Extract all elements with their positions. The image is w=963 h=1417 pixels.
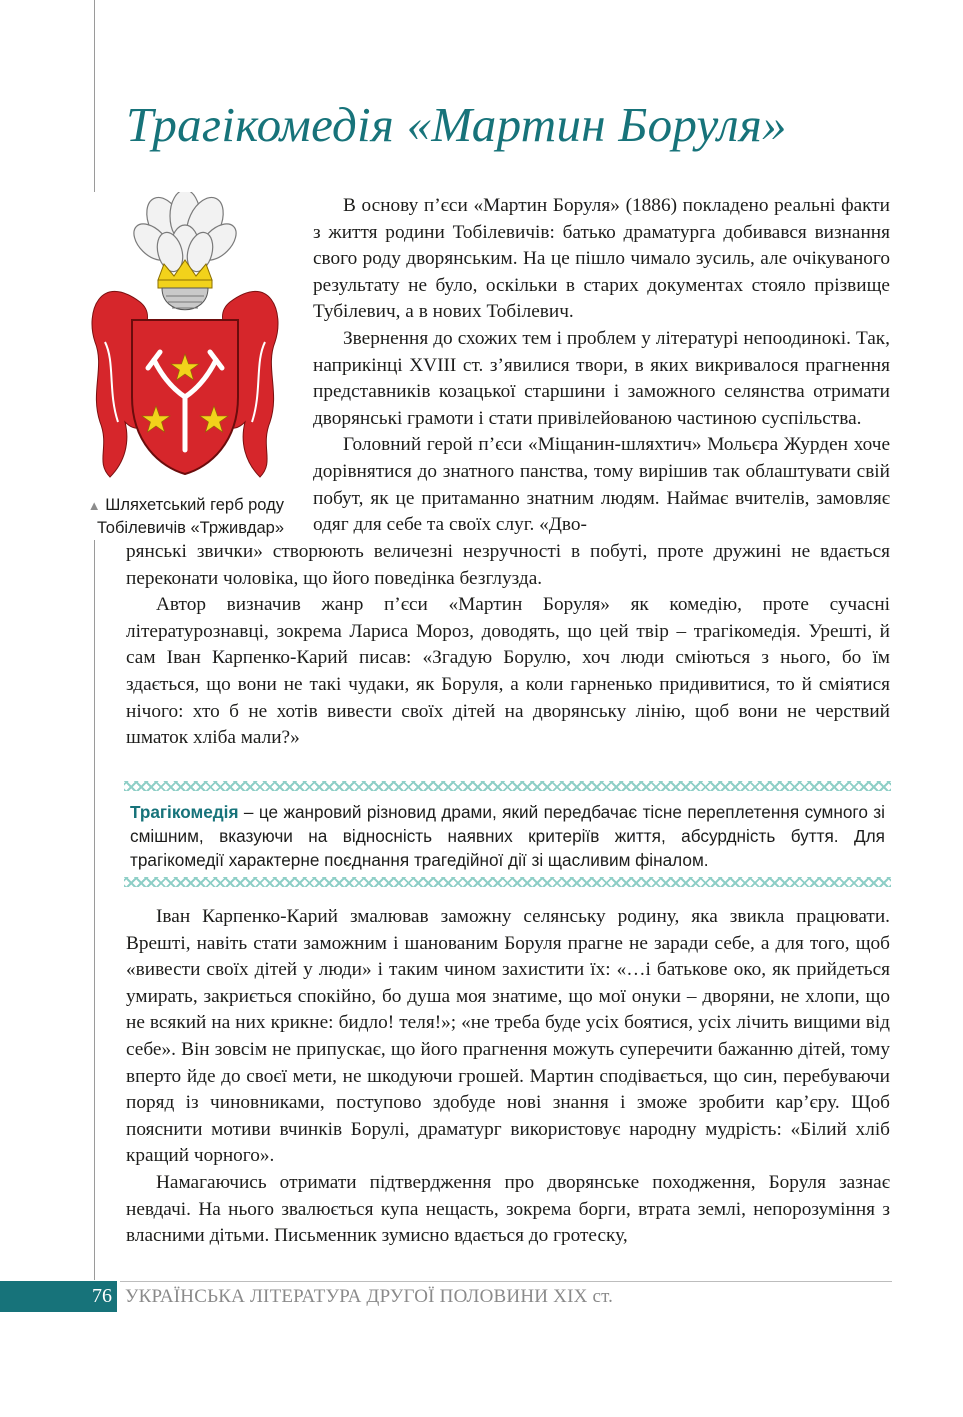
text-full-width (126, 539, 890, 752)
ornament-border-bottom (124, 877, 891, 887)
paragraph: Іван Карпенко-Карий змалював заможну селянську родину, яка звикла працювати. Врешті, навіть стати заможним і шанованим Боруля прагне не заради себе, а для того, щоб «вивести своїх дітей у люди» і таким чином захистити їх: «…і батькове око, як прийдеться умирать, закриється спокійно, бо душа моя знатиме, що мої онуки – дворяни, не хлопи, що не всякий на них крикне: бидло! теля!»; «не треба буде усіх боятися, усіх лічить вищими від себе». Він зовсім не припускає, що його прагнення можуть суперечити бажанню дітей, тому вперто йде до своєї мети, не шкодуючи грошей. Мартин сподівається, що син, перебуваючи поряд із чиновниками, поступово здобуде нові знання і зможе зробити кар’єру. Щоб пояснити мотиви вчинків Борулі, драматург використовує народну мудрість: «Білий хліб кращий чорного». (126, 906, 890, 1167)
helmet (162, 288, 208, 310)
margin-rule-top (94, 0, 95, 192)
definition-text: – це жанровий різновид драми, який передбачає тісне переплетення сумного зі смішним, вказуючи на відносність наявних критеріїв життя, абсурдність буття. Для трагікомедії характерне поєднання трагедійної дії зі щасливим фіналом. (130, 802, 885, 870)
margin-rule-bottom (94, 540, 95, 1280)
paragraph: Звернення до схожих тем і проблем у літературі непоодинокі. Так, наприкінці XVIII ст. з’явилися твори, в яких викривалося прагнення представників козацької старшини і заможного селянства отримати дворянські грамоти і стати привілейованою частиною суспільства. (313, 327, 890, 429)
paragraph: Намагаючись отримати підтвердження про дворянське походження, Боруля зазнає невдачі. На нього звалюється купа нещасть, зокрема борги, втрата землі, непорозуміння з власними дітьми. Письменник зумисно вдається до гротеску, (126, 1171, 890, 1247)
paragraph: рянські звички» створюють величезні незручності в побуті, проте дружині не вдається переконати чоловіка, що його поведінка безглузда. (126, 541, 890, 589)
running-title: УКРАЇНСЬКА ЛІТЕРАТУРА ДРУГОЇ ПОЛОВИНИ XIX ст. (125, 1286, 614, 1307)
text-beside-image (313, 193, 890, 539)
paragraph: В основу п’єси «Мартин Боруля» (1886) покладено реальні факти з життя родини Тобілевичів: батько драматурга добивався визнання свого роду дворянським. На це пішло чимало зусиль, але очікуваного результату не було, оскільки в старих документах стояло прізвище Тубілевич, а в нових Тобілевич. (313, 195, 890, 323)
page-title: Трагікомедія «Мартин Боруля» (126, 97, 787, 152)
footer-rule (120, 1281, 892, 1282)
page-number: 76 (0, 1281, 117, 1312)
coat-of-arms-image (80, 192, 290, 484)
definition-box (130, 800, 885, 872)
definition-term: Трагікомедія (130, 802, 239, 822)
paragraph: Автор визначив жанр п’єси «Мартин Боруля» як комедію, проте сучасні літературознавці, зокрема Лариса Мороз, доводять, що цей твір – трагікомедія. Урешті, й сам Іван Карпенко-Карий писав: «Згадую Борулю, хоч люди сміються з нього, бо їм здається, що вони не такі чудаки, як Боруля, а коли гарненько придивитися, то й сміятися нічого: хто б не хотів вивести своїх дітей на дворянську лінію, щоб вони не черствий шматок хліба мали?» (126, 594, 890, 749)
paragraph: Головний герой п’єси «Міщанин-шляхтич» Мольєра Журден хоче дорівнятися до знатного панства, тому вирішив так облаштувати свій побут, як це притаманно знатним людям. Наймає вчителів, замовляє одяг для себе та своїх слуг. «Дво- (313, 434, 890, 536)
ornament-border-top (124, 781, 891, 791)
text-after-definition (126, 904, 890, 1250)
caption-text: Шляхетський герб роду Тобілевичів «Трживдар» (97, 496, 284, 537)
figure-caption (84, 494, 284, 540)
triangle-icon: ▲ (87, 498, 101, 513)
